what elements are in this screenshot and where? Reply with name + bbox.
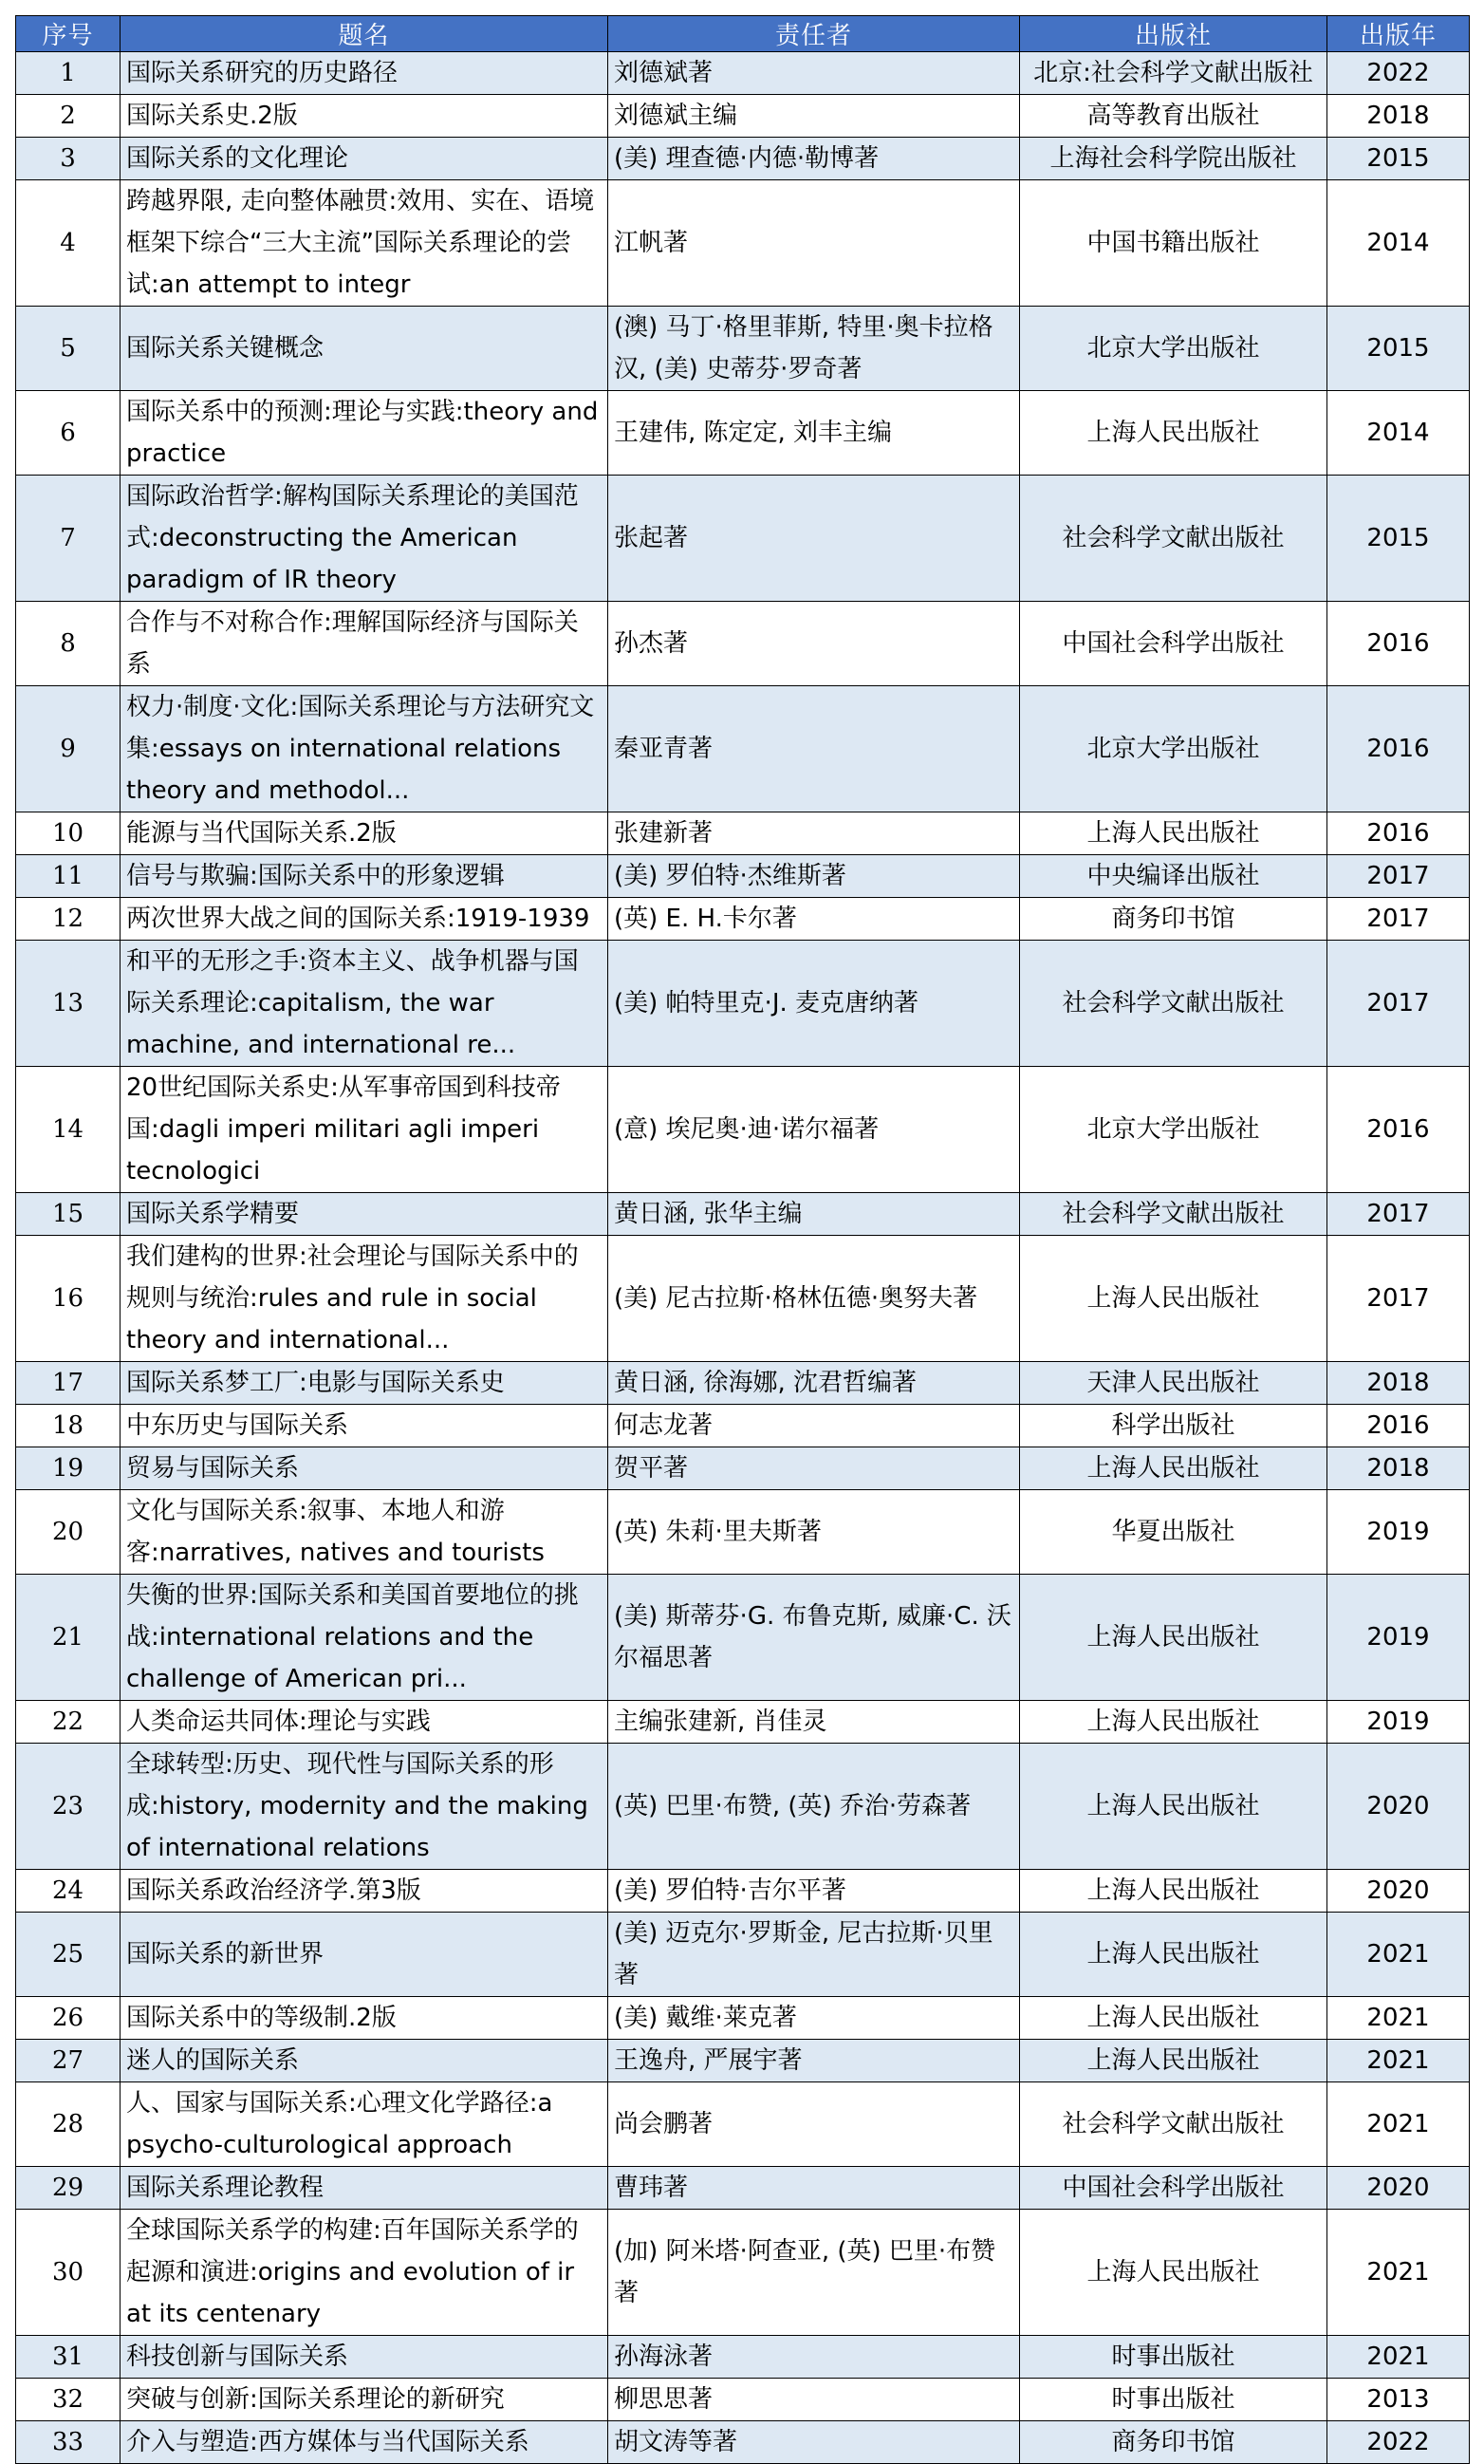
cell-title-text: 介入与塑造:西方媒体与当代国际关系 [126,2428,529,2456]
cell-title[interactable] [121,1701,608,1744]
cell-title-text: 失衡的世界:国际关系和美国首要地位的挑战:international relations and the challenge of American pri... [126,1581,579,1693]
cell-no[interactable]: 32 [16,2379,121,2421]
cell-publisher[interactable]: 中央编译出版社 [1020,855,1327,898]
cell-responsibility-text: 王逸舟, 严展宇著 [614,2046,803,2075]
cell-responsibility-text: (英) 巴里·布赞, (英) 乔治·劳森著 [614,1792,972,1820]
table-row [16,2040,1470,2082]
cell-title-text: 国际关系的文化理论 [126,144,349,173]
cell-title[interactable] [121,2082,608,2167]
cell-title-text: 国际关系政治经济学.第3版 [126,1876,421,1905]
cell-title-text: 我们建构的世界:社会理论与国际关系中的规则与统治:rules and rule in social theory and international... [126,1242,579,1354]
header-row [16,16,1470,52]
cell-publisher[interactable]: 北京大学出版社 [1020,307,1327,391]
cell-title[interactable] [121,855,608,898]
cell-title[interactable] [121,2210,608,2336]
cell-year[interactable]: 2021 [1327,2040,1470,2082]
cell-no[interactable]: 16 [16,1236,121,1362]
cell-no[interactable]: 17 [16,1362,121,1405]
cell-responsibility[interactable] [608,138,1020,180]
cell-publisher[interactable]: 上海人民出版社 [1020,1236,1327,1362]
table-row [16,391,1470,476]
cell-responsibility-text: (英) E. H.卡尔著 [614,905,797,933]
cell-no[interactable]: 12 [16,898,121,941]
cell-year[interactable]: 2016 [1327,602,1470,686]
cell-title-text: 国际关系理论教程 [126,2174,325,2202]
cell-title[interactable] [121,476,608,602]
cell-publisher[interactable]: 社会科学文献出版社 [1020,1193,1327,1236]
cell-responsibility[interactable] [608,1362,1020,1405]
cell-responsibility-text: 王建伟, 陈定定, 刘丰主编 [614,419,893,447]
cell-responsibility[interactable] [608,307,1020,391]
cell-no[interactable]: 18 [16,1405,121,1447]
cell-no[interactable]: 21 [16,1575,121,1701]
cell-year[interactable]: 2017 [1327,1193,1470,1236]
table-row [16,2167,1470,2210]
header-publisher[interactable]: 出版社 [1020,16,1327,52]
table-row [16,1405,1470,1447]
cell-no[interactable]: 9 [16,686,121,812]
cell-responsibility[interactable] [608,812,1020,855]
cell-no[interactable]: 7 [16,476,121,602]
cell-responsibility-text: (美) 尼古拉斯·格林伍德·奥努夫著 [614,1284,978,1313]
cell-responsibility-text: (美) 罗伯特·杰维斯著 [614,862,846,890]
cell-title-text: 和平的无形之手:资本主义、战争机器与国际关系理论:capitalism, the war machine, and international re... [126,947,579,1059]
cell-publisher[interactable]: 上海人民出版社 [1020,1701,1327,1744]
cell-no[interactable]: 5 [16,307,121,391]
cell-responsibility[interactable] [608,2379,1020,2421]
cell-title-text: 能源与当代国际关系.2版 [126,819,397,848]
cell-year[interactable]: 2016 [1327,1405,1470,1447]
cell-title[interactable] [121,2379,608,2421]
cell-no[interactable]: 3 [16,138,121,180]
cell-title-text: 国际关系中的等级制.2版 [126,2004,397,2032]
cell-year[interactable]: 2016 [1327,686,1470,812]
cell-responsibility-text: (美) 罗伯特·吉尔平著 [614,1876,846,1905]
cell-title[interactable] [121,812,608,855]
cell-responsibility[interactable] [608,2210,1020,2336]
header-no[interactable]: 序号 [16,16,121,52]
cell-publisher[interactable]: 上海人民出版社 [1020,2040,1327,2082]
cell-no[interactable]: 14 [16,1067,121,1193]
cell-no[interactable]: 25 [16,1913,121,1997]
table-row [16,2082,1470,2167]
table-row [16,1193,1470,1236]
cell-responsibility-text: 孙海泳著 [614,2343,714,2371]
cell-title[interactable] [121,1236,608,1362]
cell-publisher[interactable]: 时事出版社 [1020,2379,1327,2421]
cell-responsibility[interactable] [608,1067,1020,1193]
cell-no[interactable]: 33 [16,2421,121,2464]
cell-year[interactable]: 2018 [1327,1362,1470,1405]
cell-year[interactable]: 2021 [1327,2336,1470,2379]
table-row [16,307,1470,391]
cell-year[interactable]: 2018 [1327,95,1470,138]
cell-title-text: 全球转型:历史、现代性与国际关系的形成:history, modernity and the making of international relations [126,1750,588,1862]
cell-responsibility-text: (美) 斯蒂芬·G. 布鲁克斯, 威廉·C. 沃尔福思著 [614,1602,1011,1672]
cell-title-text: 国际关系梦工厂:电影与国际关系史 [126,1369,505,1397]
cell-title[interactable] [121,602,608,686]
cell-publisher[interactable]: 上海人民出版社 [1020,812,1327,855]
cell-publisher[interactable]: 社会科学文献出版社 [1020,2082,1327,2167]
cell-publisher[interactable]: 上海社会科学院出版社 [1020,138,1327,180]
cell-publisher[interactable]: 华夏出版社 [1020,1490,1327,1575]
cell-title[interactable] [121,1193,608,1236]
cell-responsibility[interactable] [608,1575,1020,1701]
cell-responsibility-text: 主编张建新, 肖佳灵 [614,1708,827,1736]
cell-responsibility-text: (英) 朱莉·里夫斯著 [614,1518,822,1546]
cell-year[interactable]: 2021 [1327,1913,1470,1997]
cell-responsibility-text: 刘德斌著 [614,59,714,87]
cell-responsibility-text: 黄日涵, 徐海娜, 沈君哲编著 [614,1369,918,1397]
cell-title[interactable] [121,898,608,941]
cell-no[interactable]: 6 [16,391,121,476]
cell-publisher[interactable]: 社会科学文献出版社 [1020,941,1327,1067]
table-row [16,1701,1470,1744]
cell-publisher[interactable]: 商务印书馆 [1020,2421,1327,2464]
cell-responsibility[interactable] [608,95,1020,138]
cell-responsibility-text: (美) 戴维·莱克著 [614,2004,797,2032]
cell-title-text: 国际关系研究的历史路径 [126,59,399,87]
cell-responsibility-text: 孙杰著 [614,629,689,658]
cell-responsibility-text: (加) 阿米塔·阿查亚, (英) 巴里·布赞著 [614,2237,996,2307]
cell-title-text: 文化与国际关系:叙事、本地人和游客:narratives, natives and tourists [126,1497,545,1567]
cell-year[interactable]: 2017 [1327,855,1470,898]
table-row [16,812,1470,855]
cell-responsibility-text: (美) 帕特里克·J. 麦克唐纳著 [614,989,919,1017]
cell-title[interactable] [121,1913,608,1997]
cell-year[interactable]: 2015 [1327,307,1470,391]
cell-title-text: 国际关系关键概念 [126,334,325,363]
table-row [16,1575,1470,1701]
table-row [16,2421,1470,2464]
table-row [16,1490,1470,1575]
cell-year[interactable]: 2017 [1327,898,1470,941]
table-row [16,2379,1470,2421]
cell-responsibility-text: 胡文涛等著 [614,2428,738,2456]
cell-publisher[interactable]: 上海人民出版社 [1020,1870,1327,1913]
table-body [16,52,1470,2464]
cell-no[interactable]: 8 [16,602,121,686]
header-title[interactable]: 题名 [121,16,608,52]
table-row [16,602,1470,686]
cell-responsibility[interactable] [608,2040,1020,2082]
cell-no[interactable]: 24 [16,1870,121,1913]
cell-no[interactable]: 28 [16,2082,121,2167]
cell-year[interactable]: 2022 [1327,52,1470,95]
cell-title[interactable] [121,1405,608,1447]
cell-publisher[interactable]: 商务印书馆 [1020,898,1327,941]
cell-title[interactable] [121,307,608,391]
cell-title-text: 20世纪国际关系史:从军事帝国到科技帝国:dagli imperi militari agli imperi tecnologici [126,1073,561,1185]
cell-publisher[interactable]: 天津人民出版社 [1020,1362,1327,1405]
cell-responsibility[interactable] [608,2421,1020,2464]
cell-publisher[interactable]: 中国书籍出版社 [1020,180,1327,307]
table-row [16,476,1470,602]
cell-year[interactable]: 2021 [1327,2210,1470,2336]
cell-responsibility[interactable] [608,180,1020,307]
cell-responsibility-text: 刘德斌主编 [614,102,738,130]
cell-year[interactable]: 2015 [1327,476,1470,602]
cell-publisher[interactable]: 北京:社会科学文献出版社 [1020,52,1327,95]
cell-title[interactable] [121,391,608,476]
cell-title-text: 合作与不对称合作:理解国际经济与国际关系 [126,608,579,679]
cell-year[interactable]: 2017 [1327,941,1470,1067]
cell-responsibility-text: 黄日涵, 张华主编 [614,1200,803,1228]
cell-year[interactable]: 2021 [1327,1997,1470,2040]
cell-title-text: 科技创新与国际关系 [126,2343,349,2371]
cell-publisher[interactable]: 上海人民出版社 [1020,1575,1327,1701]
cell-responsibility[interactable] [608,1447,1020,1490]
cell-title-text: 国际政治哲学:解构国际关系理论的美国范式:deconstructing the American paradigm of IR theory [126,482,579,594]
cell-no[interactable]: 23 [16,1744,121,1870]
table-row [16,180,1470,307]
cell-year[interactable]: 2016 [1327,812,1470,855]
cell-responsibility[interactable] [608,898,1020,941]
cell-title[interactable] [121,95,608,138]
cell-responsibility[interactable] [608,941,1020,1067]
cell-responsibility-text: 贺平著 [614,1454,689,1483]
header-responsibility[interactable]: 责任者 [608,16,1020,52]
cell-responsibility[interactable] [608,391,1020,476]
cell-title-text: 国际关系的新世界 [126,1940,325,1969]
cell-publisher[interactable]: 上海人民出版社 [1020,391,1327,476]
cell-responsibility[interactable] [608,476,1020,602]
cell-responsibility-text: 尚会鹏著 [614,2110,714,2138]
cell-no[interactable]: 31 [16,2336,121,2379]
cell-title[interactable] [121,1744,608,1870]
cell-title[interactable] [121,1575,608,1701]
cell-year[interactable]: 2019 [1327,1490,1470,1575]
cell-responsibility[interactable] [608,2167,1020,2210]
cell-publisher[interactable]: 时事出版社 [1020,2336,1327,2379]
cell-title[interactable] [121,2421,608,2464]
cell-title[interactable] [121,1870,608,1913]
cell-title-text: 人、国家与国际关系:心理文化学路径:a psycho-culturological approach [126,2089,553,2159]
cell-responsibility[interactable] [608,1744,1020,1870]
cell-responsibility[interactable] [608,1870,1020,1913]
cell-title-text: 中东历史与国际关系 [126,1411,349,1440]
cell-responsibility[interactable] [608,686,1020,812]
cell-title-text: 贸易与国际关系 [126,1454,300,1483]
cell-title[interactable] [121,1362,608,1405]
cell-no[interactable]: 15 [16,1193,121,1236]
cell-title-text: 全球国际关系学的构建:百年国际关系学的起源和演进:origins and evolution of ir at its centenary [126,2216,579,2328]
book-list-table [15,15,1470,2464]
table-row [16,1913,1470,1997]
cell-responsibility-text: 柳思思著 [614,2385,714,2414]
cell-year[interactable]: 2020 [1327,1870,1470,1913]
cell-responsibility[interactable] [608,1236,1020,1362]
cell-publisher[interactable]: 高等教育出版社 [1020,95,1327,138]
cell-title[interactable] [121,1490,608,1575]
cell-title-text: 人类命运共同体:理论与实践 [126,1708,431,1736]
cell-year[interactable]: 2022 [1327,2421,1470,2464]
cell-title[interactable] [121,1067,608,1193]
cell-no[interactable]: 26 [16,1997,121,2040]
cell-title[interactable] [121,2167,608,2210]
cell-title[interactable] [121,2040,608,2082]
cell-responsibility-text: (意) 埃尼奥·迪·诺尔福著 [614,1115,880,1144]
cell-publisher[interactable]: 中国社会科学出版社 [1020,2167,1327,2210]
cell-publisher[interactable]: 北京大学出版社 [1020,1067,1327,1193]
table-row [16,1744,1470,1870]
cell-year[interactable]: 2021 [1327,2082,1470,2167]
cell-title[interactable] [121,180,608,307]
cell-publisher[interactable]: 上海人民出版社 [1020,2210,1327,2336]
cell-publisher[interactable]: 上海人民出版社 [1020,1744,1327,1870]
cell-responsibility[interactable] [608,2082,1020,2167]
cell-title-text: 突破与创新:国际关系理论的新研究 [126,2385,505,2414]
cell-responsibility-text: (澳) 马丁·格里菲斯, 特里·奥卡拉格汉, (美) 史蒂芬·罗奇著 [614,313,993,383]
cell-title-text: 权力·制度·文化:国际关系理论与方法研究文集:essays on international relations theory and methodol... [126,693,595,805]
cell-title-text: 国际关系史.2版 [126,102,298,130]
cell-publisher[interactable]: 北京大学出版社 [1020,686,1327,812]
table-row [16,52,1470,95]
cell-year[interactable]: 2019 [1327,1575,1470,1701]
table-row [16,95,1470,138]
cell-year[interactable]: 2017 [1327,1236,1470,1362]
cell-year[interactable]: 2020 [1327,1744,1470,1870]
cell-title-text: 国际关系中的预测:理论与实践:theory and practice [126,398,599,468]
spreadsheet-sheet [15,15,1470,2464]
table-row [16,1236,1470,1362]
cell-no[interactable]: 1 [16,52,121,95]
cell-publisher[interactable]: 上海人民出版社 [1020,1997,1327,2040]
cell-responsibility[interactable] [608,1997,1020,2040]
table-row [16,941,1470,1067]
cell-title-text: 两次世界大战之间的国际关系:1919-1939 [126,905,590,933]
cell-responsibility[interactable] [608,52,1020,95]
cell-responsibility[interactable] [608,602,1020,686]
cell-responsibility-text: 曹玮著 [614,2174,689,2202]
cell-year[interactable]: 2020 [1327,2167,1470,2210]
header-year[interactable]: 出版年 [1327,16,1470,52]
cell-year[interactable]: 2018 [1327,1447,1470,1490]
table-row [16,1870,1470,1913]
cell-title-text: 迷人的国际关系 [126,2046,300,2075]
cell-no[interactable]: 11 [16,855,121,898]
cell-responsibility-text: 江帆著 [614,229,689,257]
cell-year[interactable]: 2014 [1327,180,1470,307]
cell-no[interactable]: 13 [16,941,121,1067]
cell-no[interactable]: 30 [16,2210,121,2336]
cell-responsibility-text: 何志龙著 [614,1411,714,1440]
cell-no[interactable]: 22 [16,1701,121,1744]
cell-responsibility-text: 秦亚青著 [614,735,714,763]
cell-no[interactable]: 4 [16,180,121,307]
table-row [16,855,1470,898]
cell-year[interactable]: 2016 [1327,1067,1470,1193]
table-row [16,2210,1470,2336]
cell-no[interactable]: 27 [16,2040,121,2082]
cell-title[interactable] [121,941,608,1067]
cell-title[interactable] [121,686,608,812]
cell-responsibility[interactable] [608,2336,1020,2379]
cell-responsibility-text: (美) 迈克尔·罗斯金, 尼古拉斯·贝里著 [614,1919,993,1989]
cell-title-text: 跨越界限, 走向整体融贯:效用、实在、语境框架下综合“三大主流”国际关系理论的尝试:an attempt to integr [126,187,595,299]
cell-year[interactable]: 2015 [1327,138,1470,180]
cell-publisher[interactable]: 上海人民出版社 [1020,1447,1327,1490]
cell-title[interactable] [121,2336,608,2379]
cell-responsibility[interactable] [608,1193,1020,1236]
cell-no[interactable]: 19 [16,1447,121,1490]
table-row [16,898,1470,941]
cell-year[interactable]: 2014 [1327,391,1470,476]
cell-year[interactable]: 2019 [1327,1701,1470,1744]
cell-title[interactable] [121,52,608,95]
cell-responsibility[interactable] [608,1490,1020,1575]
cell-publisher[interactable]: 中国社会科学出版社 [1020,602,1327,686]
cell-no[interactable]: 20 [16,1490,121,1575]
table-row [16,1447,1470,1490]
cell-responsibility-text: (美) 理查德·内德·勒博著 [614,144,880,173]
cell-publisher[interactable]: 科学出版社 [1020,1405,1327,1447]
table-row [16,1362,1470,1405]
cell-responsibility[interactable] [608,855,1020,898]
cell-title-text: 国际关系学精要 [126,1200,300,1228]
table-row [16,2336,1470,2379]
cell-title[interactable] [121,138,608,180]
cell-year[interactable]: 2013 [1327,2379,1470,2421]
cell-title[interactable] [121,1447,608,1490]
cell-publisher[interactable]: 社会科学文献出版社 [1020,476,1327,602]
table-row [16,1067,1470,1193]
table-row [16,686,1470,812]
table-row [16,138,1470,180]
cell-publisher[interactable]: 上海人民出版社 [1020,1913,1327,1997]
cell-title[interactable] [121,1997,608,2040]
cell-responsibility[interactable] [608,1701,1020,1744]
cell-responsibility-text: 张起著 [614,524,689,552]
cell-responsibility[interactable] [608,1913,1020,1997]
cell-title-text: 信号与欺骗:国际关系中的形象逻辑 [126,862,505,890]
cell-responsibility[interactable] [608,1405,1020,1447]
cell-no[interactable]: 29 [16,2167,121,2210]
cell-responsibility-text: 张建新著 [614,819,714,848]
cell-no[interactable]: 10 [16,812,121,855]
table-row [16,1997,1470,2040]
cell-no[interactable]: 2 [16,95,121,138]
